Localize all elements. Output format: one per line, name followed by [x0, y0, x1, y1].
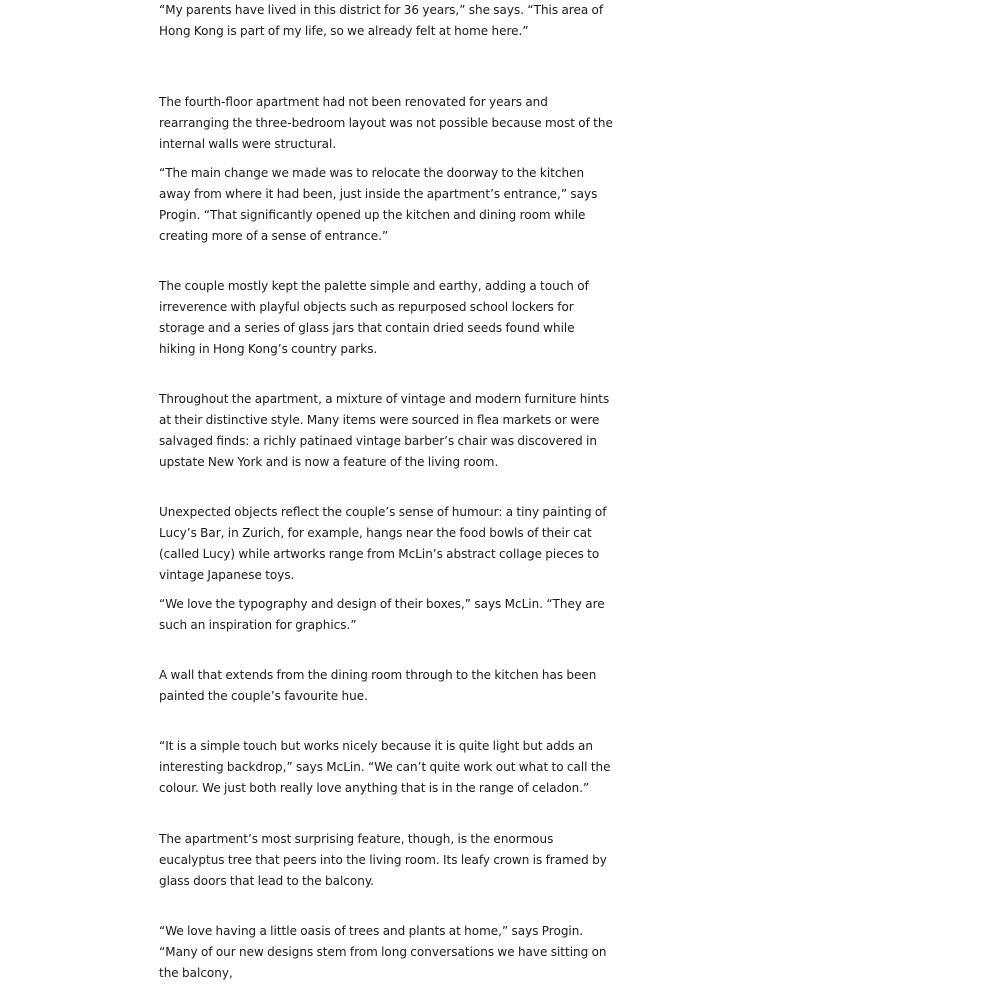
article-paragraph-8: A wall that extends from the dining room through to the kitchen has been painted the couple’s favourite hue. [159, 668, 597, 703]
article-paragraph-11: “We love having a little oasis of trees and plants at home,” says Progin. “Many of our new designs stem from long conversations we have sitting on the balcony, [159, 924, 607, 980]
article-paragraph-6: Unexpected objects reflect the couple’s sense of humour: a tiny painting of Lucy’s Bar, in Zurich, for example, hangs near the food bowls of their cat (called Lucy) while artworks range from McLin’s abstract collage pieces to vintage Japanese toys. [159, 505, 607, 582]
article-paragraph-5: Throughout the apartment, a mixture of vintage and modern furniture hints at their distinctive style. Many items were sourced in flea markets or were salvaged finds: a richly patinaed vintage barber’s chair was discovered in upstate New York and is now a feature of the living room. [159, 392, 610, 469]
article-paragraph-2: The fourth-floor apartment had not been renovated for years and rearranging the three-bedroom layout was not possible because most of the internal walls were structural. [159, 95, 613, 151]
article-paragraph-9: “It is a simple touch but works nicely because it is quite light but adds an interesting backdrop,” says McLin. “We can’t quite work out what to call the colour. We just both really love anything that is in the range of celadon.” [159, 739, 611, 795]
article-paragraph-7: “We love the typography and design of their boxes,” says McLin. “They are such an inspiration for graphics.” [159, 597, 605, 632]
article-paragraph-1: “My parents have lived in this district for 36 years,” she says. “This area of Hong Kong is part of my life, so we already felt at home here.” [159, 3, 604, 38]
article-paragraph-4: The couple mostly kept the palette simple and earthy, adding a touch of irreverence with playful objects such as repurposed school lockers for storage and a series of glass jars that contain dried seeds found while hiking in Hong Kong’s country parks. [159, 279, 589, 356]
article-paragraph-3: “The main change we made was to relocate the doorway to the kitchen away from where it had been, just inside the apartment’s entrance,” says Progin. “That significantly opened up the kitchen and dining room while creating more of a sense of entrance.” [159, 166, 598, 243]
article-paragraph-10: The apartment’s most surprising feature, though, is the enormous eucalyptus tree that peers into the living room. Its leafy crown is framed by glass doors that lead to the balcony. [159, 832, 607, 888]
